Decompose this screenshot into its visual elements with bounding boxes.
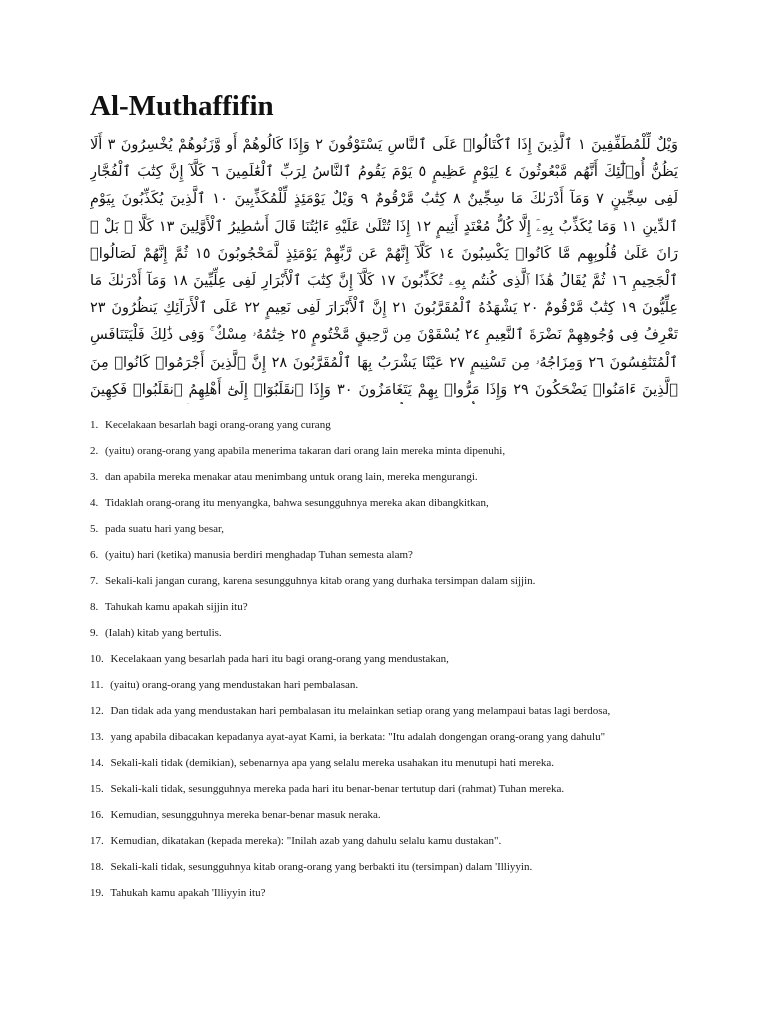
translation-item: [90, 730, 678, 745]
translation-item: [90, 860, 678, 875]
verse-number: 13.: [90, 731, 104, 743]
verse-translation: Sekali-kali tidak, sesungguhnya kitab orang-orang yang berbakti itu (tersimpan) dalam 'Illiyyin.: [110, 861, 533, 873]
translation-item: [90, 834, 678, 849]
verse-translation: yang apabila dibacakan kepadanya ayat-ayat Kami, ia berkata: "Itu adalah dongengan orang-orang yang dahulu": [110, 731, 606, 743]
verse-translation: dan apabila mereka menakar atau menimbang untuk orang lain, mereka mengurangi.: [105, 471, 478, 483]
verse-number: 14.: [90, 757, 104, 769]
verse-translation: Kecelakaan besarlah bagi orang-orang yang curang: [105, 419, 331, 431]
document-page: [90, 88, 678, 912]
verse-number: 12.: [90, 705, 104, 717]
verse-number: 10.: [90, 653, 104, 665]
verse-translation: Sekali-kali tidak (demikian), sebenarnya apa yang selalu mereka usahakan itu menutupi hati mereka.: [110, 757, 555, 769]
verse-translation: (yaitu) orang-orang yang mendustakan hari pembalasan.: [110, 679, 359, 691]
verse-translation: Kemudian, dikatakan (kepada mereka): "Inilah azab yang dahulu selalu kamu dustakan".: [110, 835, 502, 847]
verse-number: 4.: [90, 497, 99, 509]
translation-item: [90, 574, 678, 589]
verse-number: 6.: [90, 549, 99, 561]
translation-list: [90, 418, 678, 901]
verse-translation: Sekali-kali tidak, sesungguhnya mereka pada hari itu benar-benar tertutup dari (rahmat) Tuhan mereka.: [110, 783, 565, 795]
translation-item: [90, 470, 678, 485]
translation-item: [90, 496, 678, 511]
translation-item: [90, 704, 678, 719]
translation-item: [90, 522, 678, 537]
verse-translation: Dan tidak ada yang mendustakan hari pembalasan itu melainkan setiap orang yang melampaui batas lagi berdosa,: [110, 705, 611, 717]
translation-item: [90, 886, 678, 901]
translation-item: [90, 652, 678, 667]
verse-translation: pada suatu hari yang besar,: [105, 523, 224, 535]
verse-number: 7.: [90, 575, 99, 587]
translation-item: [90, 418, 678, 433]
translation-item: [90, 678, 678, 693]
verse-number: 9.: [90, 627, 99, 639]
verse-translation: Kecelakaan yang besarlah pada hari itu bagi orang-orang yang mendustakan,: [110, 653, 449, 665]
verse-translation: (yaitu) orang-orang yang apabila menerima takaran dari orang lain mereka minta dipenuhi,: [105, 445, 506, 457]
verse-number: 18.: [90, 861, 104, 873]
verse-number: 3.: [90, 471, 99, 483]
verse-number: 15.: [90, 783, 104, 795]
translation-item: [90, 808, 678, 823]
surah-title: Al-Muthaffifin: [90, 90, 274, 122]
translation-item: [90, 626, 678, 641]
verse-number: 8.: [90, 601, 99, 613]
verse-translation: Tahukah kamu apakah 'Illiyyin itu?: [110, 887, 266, 899]
translation-item: [90, 444, 678, 459]
translation-item: [90, 782, 678, 797]
verse-number: 11.: [90, 679, 104, 691]
translation-item: [90, 548, 678, 563]
verse-number: 19.: [90, 887, 104, 899]
verse-translation: Tidaklah orang-orang itu menyangka, bahwa sesungguhnya mereka akan dibangkitkan,: [104, 497, 489, 509]
verse-number: 16.: [90, 809, 104, 821]
verse-number: 5.: [90, 523, 99, 535]
verse-translation: Kemudian, sesungguhnya mereka benar-benar masuk neraka.: [110, 809, 381, 821]
translation-item: [90, 600, 678, 615]
verse-translation: Sekali-kali jangan curang, karena sesungguhnya kitab orang yang durhaka tersimpan dalam sijjin.: [105, 575, 536, 587]
verse-translation: (yaitu) hari (ketika) manusia berdiri menghadap Tuhan semesta alam?: [105, 549, 413, 561]
verse-number: 1.: [90, 419, 99, 431]
verse-translation: (Ialah) kitab yang bertulis.: [105, 627, 222, 639]
verse-number: 17.: [90, 835, 104, 847]
verse-number: 2.: [90, 445, 99, 457]
translation-item: [90, 756, 678, 771]
verse-translation: Tahukah kamu apakah sijjin itu?: [104, 601, 248, 613]
arabic-verses: وَيْلٌ لِّلْمُطَفِّفِينَ ١ ٱلَّذِينَ إِذَا ٱكْتَالُوا۟ عَلَى ٱلنَّاسِ يَسْتَوْفُونَ ٢ وَإِذَا كَالُوهُمْ أَو وَّزَنُوهُمْ يُخْسِرُونَ ٣ أَلَا يَظُنُّ أُو۟لَٰٓئِكَ أَنَّهُم مَّبْعُوثُونَ ٤ لِيَوْمٍ عَظِيمٍ ٥ يَوْمَ يَقُومُ ٱلنَّاسُ لِرَبِّ ٱلْعَٰلَمِينَ ٦ كَلَّآ إِنَّ كِتَٰبَ ٱلْفُجَّارِ لَفِى سِجِّينٍ ٧ وَمَآ أَدْرَىٰكَ مَا سِجِّينٌ ٨ كِتَٰبٌ مَّرْقُومٌ ٩ وَيْلٌ يَوْمَئِذٍ لِّلْمُكَذِّبِينَ ١٠ ٱلَّذِينَ يُكَذِّبُونَ بِيَوْمِ ٱلدِّينِ ١١ وَمَا يُكَذِّبُ بِهِۦٓ إِلَّا كُلُّ مُعْتَدٍ أَثِيمٍ ١٢ إِذَا تُتْلَىٰ عَلَيْهِ ءَايَٰتُنَا قَالَ أَسَٰطِيرُ ٱلْأَوَّلِينَ ١٣ كَلَّا ۖ بَلْ ۜ رَانَ عَلَىٰ قُلُوبِهِم مَّا كَانُوا۟ يَكْسِبُونَ ١٤ كَلَّآ إِنَّهُمْ عَن رَّبِّهِمْ يَوْمَئِذٍ لَّمَحْجُوبُونَ ١٥ ثُمَّ إِنَّهُمْ لَصَالُوا۟ ٱلْجَحِيمِ ١٦ ثُمَّ يُقَالُ هَٰذَا ٱلَّذِى كُنتُم بِهِۦ تُكَذِّبُونَ ١٧ كَلَّآ إِنَّ كِتَٰبَ ٱلْأَبْرَارِ لَفِى عِلِّيِّينَ ١٨ وَمَآ أَدْرَىٰكَ مَا عِلِّيُّونَ ١٩ كِتَٰبٌ مَّرْقُومٌ ٢٠ يَشْهَدُهُ ٱلْمُقَرَّبُونَ ٢١ إِنَّ ٱلْأَبْرَارَ لَفِى نَعِيمٍ ٢٢ عَلَى ٱلْأَرَآئِكِ يَنظُرُونَ ٢٣ تَعْرِفُ فِى وُجُوهِهِمْ نَضْرَةَ ٱلنَّعِيمِ ٢٤ يُسْقَوْنَ مِن رَّحِيقٍ مَّخْتُومٍ ٢٥ خِتَٰمُهُۥ مِسْكٌ ۚ وَفِى ذَٰلِكَ فَلْيَتَنَافَسِ ٱلْمُتَنَٰفِسُونَ ٢٦ وَمِزَاجُهُۥ مِن تَسْنِيمٍ ٢٧ عَيْنًا يَشْرَبُ بِهَا ٱلْمُقَرَّبُونَ ٢٨ إِنَّ ٱلَّذِينَ أَجْرَمُوا۟ كَانُوا۟ مِنَ ٱلَّذِينَ ءَامَنُوا۟ يَضْحَكُونَ ٢٩ وَإِذَا مَرُّوا۟ بِهِمْ يَتَغَامَزُونَ ٣٠ وَإِذَا ٱنقَلَبُوٓا۟ إِلَىٰٓ أَهْلِهِمُ ٱنقَلَبُوا۟ فَكِهِينَ: [90, 137, 678, 398]
